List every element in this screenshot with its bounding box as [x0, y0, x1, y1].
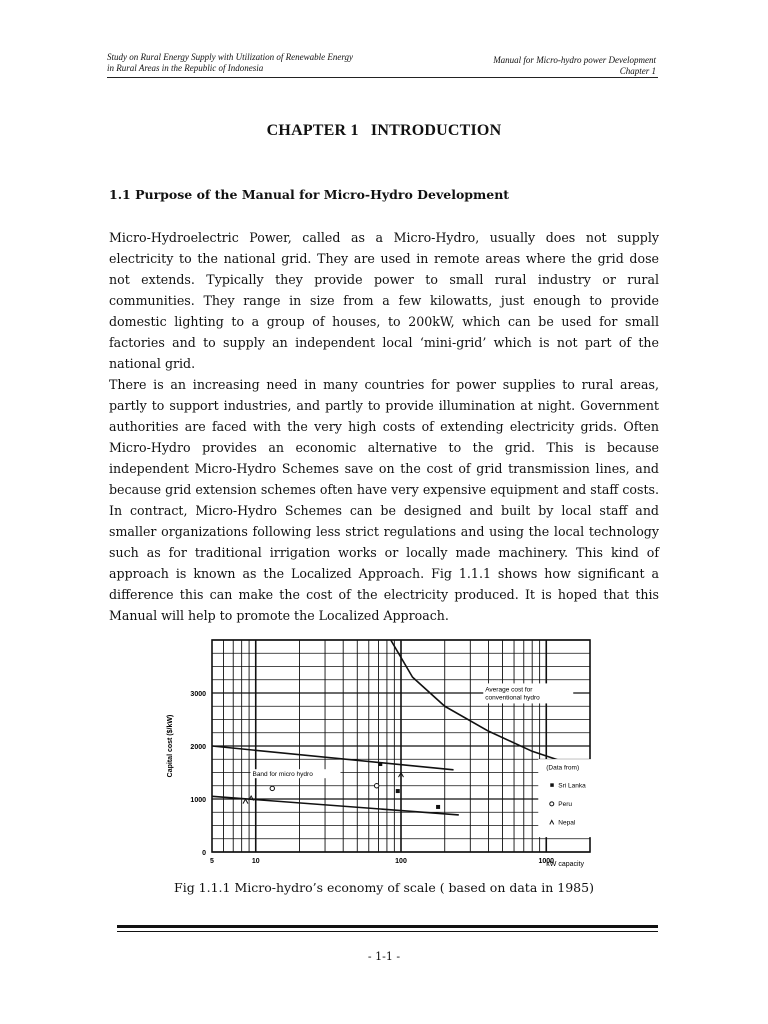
- header-chapter: Chapter 1: [619, 66, 656, 76]
- page-number: - 1-1 -: [367, 950, 401, 963]
- x-tick-label: 10: [251, 858, 260, 865]
- data-point-sri-lanka: [436, 805, 440, 809]
- header-manual-title: Manual for Micro-hydro power Development: [493, 55, 656, 65]
- data-point-sri-lanka: [396, 789, 400, 793]
- legend-marker-circle: [550, 802, 554, 806]
- chapter-number: CHAPTER 1: [266, 122, 359, 139]
- legend-marker-square: [550, 783, 554, 787]
- chart-grid: [212, 640, 590, 852]
- chart-svg: [160, 636, 600, 876]
- y-axis-label: Capital cost ($/kW): [167, 714, 174, 778]
- figure-caption: Fig 1.1.1 Micro-hydro’s economy of scale ( based on data in 1985): [174, 880, 594, 895]
- header-left: [107, 52, 407, 74]
- chapter-title: INTRODUCTION: [370, 122, 502, 139]
- data-point-peru: [270, 786, 274, 790]
- footer-rule-thick: [117, 925, 658, 928]
- x-tick-label: 100: [395, 858, 407, 865]
- header-right: [396, 55, 656, 77]
- conventional-label-line1: Average cost for: [485, 686, 533, 694]
- legend-entry-label: Nepal: [558, 819, 576, 827]
- x-tick-label: 5: [210, 858, 214, 865]
- data-point-sri-lanka: [378, 762, 382, 766]
- header-study-title: Study on Rural Energy Supply with Utilization of Renewable Energy: [107, 52, 354, 62]
- y-tick-label: 0: [202, 850, 206, 857]
- micro-band-upper-line: [212, 746, 454, 770]
- paragraph-2: There is an increasing need in many countries for power supplies to rural areas, partly to support industries, and partly to provide illumination at night. Government authorities are faced with the very high costs of extending electricity grids. Often Micro-Hydro provides an economic alternative to the grid. This is because independent Micro-Hydro Schemes save on the cost of grid transmission lines, and because grid extension schemes often have very expensive equipment and staff costs. In contract, Micro-Hydro Schemes can be designed and built by local staff and smaller organizations following less strict regulations and using the local technology such as for traditional irrigation works or locally made machinery. This kind of approach is known as the Localized Approach. Fig 1.1.1 shows how significant a difference this can make the cost of the electricity produced. It is hoped that this Manual will help to promote the Localized Approach.: [109, 377, 659, 623]
- band-label: Band for micro hydro: [252, 771, 313, 779]
- figure-economy-of-scale: [160, 636, 600, 876]
- y-tick-label: 1000: [190, 797, 206, 804]
- x-axis-label: kW capacity: [546, 861, 584, 868]
- legend-entry-label: Sri Lanka: [558, 782, 586, 790]
- y-tick-label: 3000: [190, 691, 206, 698]
- footer-rule-thin: [117, 931, 658, 932]
- conventional-hydro-curve: [391, 640, 590, 772]
- section-heading: 1.1 Purpose of the Manual for Micro-Hydro Development: [109, 187, 510, 202]
- header-rule: [107, 77, 658, 78]
- legend-entry-label: Peru: [558, 800, 573, 808]
- legend-title: (Data from): [546, 764, 580, 772]
- x-tick-label: 1000: [538, 858, 555, 865]
- paragraph-1: Micro-Hydroelectric Power, called as a Micro-Hydro, usually does not supply electricity to the national grid. They are used in remote areas where the grid dose not extends. Typically they provide power to small rural industry or rural communities. They range in size from a few kilowatts, just enough to provide domestic lighting to a group of houses, to 200kW, which can be used for small factories and to supply an independent local ‘mini-grid’ which is not part of the national grid.: [109, 230, 659, 371]
- conventional-label-line2: conventional hydro: [485, 694, 540, 702]
- header-study-subtitle: in Rural Areas in the Republic of Indonesia: [107, 63, 264, 73]
- y-tick-label: 2000: [190, 744, 206, 751]
- data-point-peru: [374, 784, 378, 788]
- chapter-heading: [0, 122, 768, 140]
- data-point-nepal: [243, 799, 248, 804]
